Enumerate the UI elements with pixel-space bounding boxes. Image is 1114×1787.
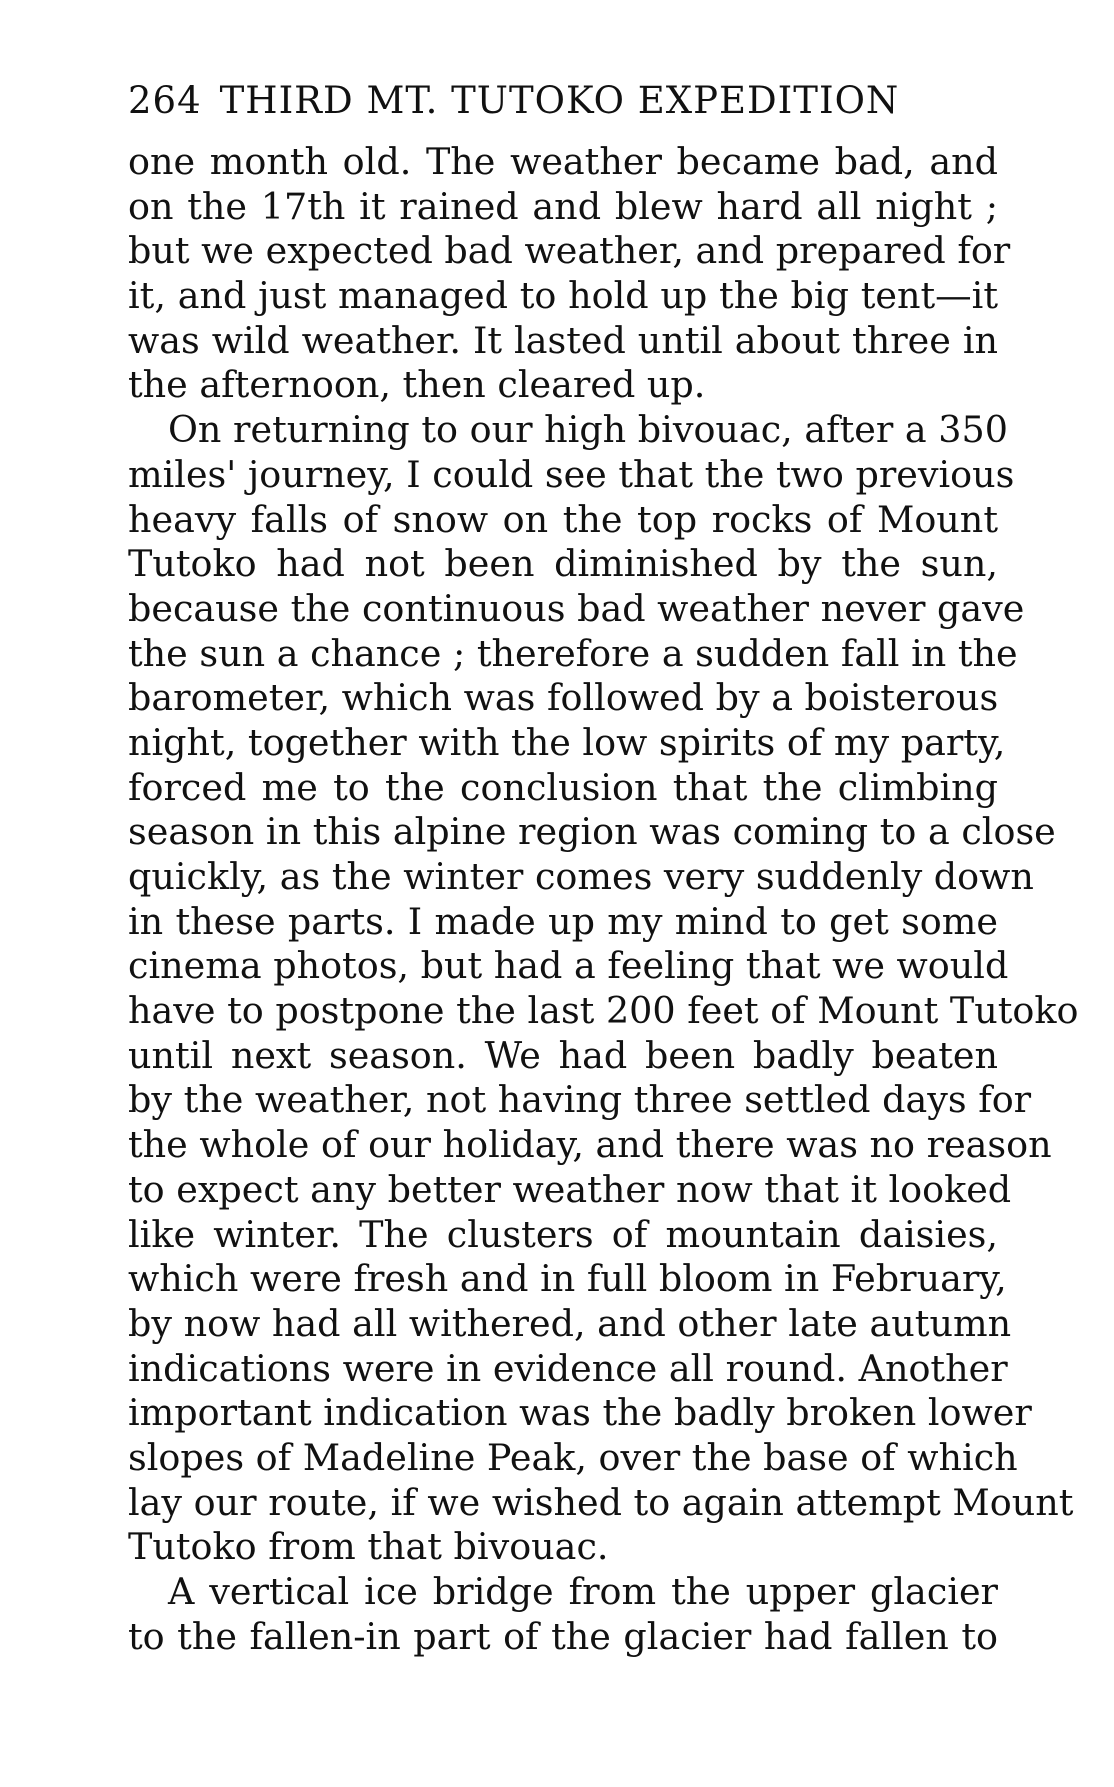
text-line: quickly, as the winter comes very suddenly down — [128, 855, 1034, 898]
text-line: slopes of Madeline Peak, over the base of which — [128, 1435, 1018, 1479]
text-line: Tutoko from that bivouac. — [128, 1525, 609, 1569]
text-line: cinema photos, but had a feeling that we would — [128, 944, 1009, 988]
text-line: heavy falls of snow on the top rocks of Mount — [128, 497, 998, 541]
text-line: by the weather, not having three settled days for — [128, 1078, 1032, 1122]
text-line: it, and just managed to hold up the big tent—it — [128, 274, 998, 318]
text-line: was wild weather. It lasted until about three in — [128, 318, 998, 362]
running-head — [128, 76, 998, 126]
text-line: miles' journey, I could see that the two previous — [128, 452, 1015, 496]
text-line: night, together with the low spirits of my party, — [128, 720, 1006, 764]
text-line: but we expected bad weather, and prepared for — [128, 229, 1011, 273]
text-line: by now had all withered, and other late autumn — [128, 1301, 1012, 1345]
text-line: important indication was the badly broken lower — [128, 1391, 1032, 1435]
text-line: have to postpone the last 200 feet of Mount Tutoko — [128, 989, 1079, 1033]
text-line: like winter. The clusters of mountain daisies, — [128, 1212, 998, 1256]
text-line: the whole of our holiday, and there was no reason — [128, 1123, 1052, 1167]
text-line: A vertical ice bridge from the upper glacier — [168, 1570, 998, 1613]
text-line: the sun a chance ; therefore a sudden fall in the — [128, 631, 1018, 675]
text-line: because the continuous bad weather never gave — [128, 586, 1025, 630]
text-line: on the 17th it rained and blew hard all night ; — [128, 184, 998, 228]
text-line: forced me to the conclusion that the climbing — [128, 765, 998, 809]
text-line: barometer, which was followed by a boisterous — [128, 676, 999, 720]
page-number: 264 — [128, 79, 202, 122]
body-text — [128, 140, 1079, 1659]
chapter-title: THIRD MT. TUTOKO EXPEDITION — [219, 79, 900, 122]
text-line: season in this alpine region was coming to a close — [128, 810, 1056, 854]
text-line: which were fresh and in full bloom in February, — [128, 1257, 1007, 1301]
text-line: On returning to our high bivouac, after a 350 — [168, 408, 1008, 452]
text-line: to expect any better weather now that it looked — [128, 1167, 1012, 1211]
text-line: in these parts. I made up my mind to get some — [128, 899, 998, 943]
text-line: to the fallen-in part of the glacier had fallen to — [128, 1614, 998, 1658]
text-line: the afternoon, then cleared up. — [128, 363, 706, 407]
text-line: indications were in evidence all round. Another — [128, 1346, 1008, 1390]
text-line: lay our route, if we wished to again attempt Mount — [128, 1480, 1074, 1524]
text-line: until next season. We had been badly beaten — [128, 1033, 998, 1077]
text-line: Tutoko had not been diminished by the sun, — [128, 542, 998, 586]
text-line: one month old. The weather became bad, and — [128, 140, 998, 183]
